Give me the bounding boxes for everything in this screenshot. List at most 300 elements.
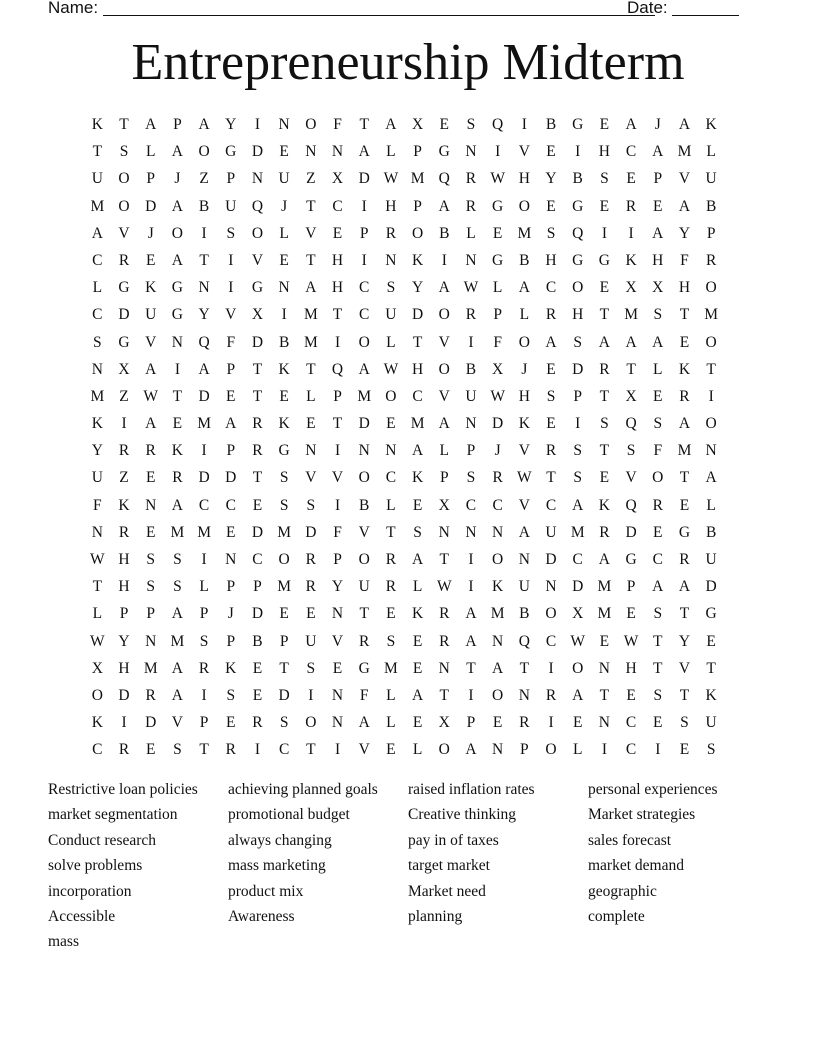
grid-letter: A xyxy=(598,551,610,568)
grid-letter: H xyxy=(118,659,130,677)
grid-letter: S xyxy=(573,333,583,351)
grid-letter: L xyxy=(306,387,316,405)
grid-letter: S xyxy=(119,143,129,161)
grid-letter: I xyxy=(334,333,341,351)
grid-letter: Q xyxy=(572,224,584,242)
word-list-item: Market strategies xyxy=(588,806,696,824)
grid-letter: W xyxy=(143,387,159,405)
grid-letter: L xyxy=(412,741,423,759)
grid-letter: O xyxy=(518,197,530,215)
grid-letter: S xyxy=(199,632,209,650)
grid-letter: R xyxy=(198,659,210,677)
grid-letter: A xyxy=(545,333,557,351)
grid-letter: M xyxy=(704,306,719,324)
grid-letter: C xyxy=(412,387,423,405)
grid-letter: N xyxy=(598,714,610,732)
grid-letter: Z xyxy=(306,170,316,188)
grid-letter: S xyxy=(413,523,422,541)
word-list-item: market demand xyxy=(588,857,684,875)
grid-letter: P xyxy=(199,714,209,732)
grid-letter: T xyxy=(306,197,316,215)
grid-letter: A xyxy=(465,632,477,650)
grid-letter: E xyxy=(653,387,663,405)
grid-letter: D xyxy=(145,714,157,732)
grid-letter: N xyxy=(598,659,610,677)
grid-letter: I xyxy=(708,387,714,405)
grid-letter: S xyxy=(600,170,609,188)
grid-letter: N xyxy=(492,523,504,541)
grid-letter: B xyxy=(545,116,557,133)
grid-letter: P xyxy=(333,551,342,568)
grid-letter: N xyxy=(91,523,103,541)
grid-letter: I xyxy=(628,224,634,242)
grid-letter: X xyxy=(331,170,344,188)
grid-letter: D xyxy=(225,469,237,487)
grid-letter: P xyxy=(333,387,342,405)
grid-letter: O xyxy=(492,551,504,568)
grid-letter: K xyxy=(518,415,530,433)
grid-letter: D xyxy=(251,143,264,161)
grid-letter: M xyxy=(517,224,532,242)
grid-letter: W xyxy=(490,170,505,188)
grid-letter: I xyxy=(361,197,367,215)
grid-letter: Q xyxy=(251,197,264,215)
grid-letter: L xyxy=(519,306,530,324)
grid-letter: M xyxy=(197,523,211,541)
grid-letter: V xyxy=(438,387,450,405)
grid-letter: I xyxy=(521,116,527,133)
grid-letter: E xyxy=(279,143,289,161)
grid-letter: E xyxy=(226,387,236,405)
grid-letter: I xyxy=(228,251,234,269)
grid-letter: E xyxy=(412,714,423,732)
grid-letter: D xyxy=(251,523,264,541)
grid-letter: A xyxy=(465,605,477,623)
grid-letter: I xyxy=(548,714,554,732)
word-list-item: Restrictive loan policies xyxy=(48,781,198,798)
grid-letter: A xyxy=(518,279,530,297)
grid-letter: N xyxy=(331,143,344,161)
grid-letter: J xyxy=(174,170,181,188)
grid-letter: E xyxy=(412,632,423,650)
grid-letter: S xyxy=(173,551,182,568)
grid-letter: T xyxy=(439,551,450,568)
grid-letter: V xyxy=(331,469,344,487)
word-list-item: personal experiences xyxy=(588,781,718,798)
grid-letter: J xyxy=(227,605,234,623)
grid-letter: D xyxy=(305,523,317,541)
grid-letter: I xyxy=(575,143,581,161)
grid-letter: E xyxy=(492,224,503,242)
grid-letter: J xyxy=(521,360,528,378)
grid-letter: N xyxy=(518,551,530,568)
grid-letter: I xyxy=(174,360,180,378)
grid-letter: B xyxy=(198,197,210,215)
grid-letter: N xyxy=(492,741,504,759)
grid-letter: A xyxy=(438,279,450,297)
grid-letter: A xyxy=(385,116,397,133)
grid-letter: K xyxy=(278,415,290,433)
grid-letter: S xyxy=(279,714,289,732)
grid-letter: L xyxy=(572,741,583,759)
grid-letter: Y xyxy=(411,279,424,297)
grid-letter: C xyxy=(545,279,557,297)
grid-letter: L xyxy=(92,279,103,297)
grid-letter: A xyxy=(91,224,103,242)
grid-letter: A xyxy=(411,442,424,460)
grid-letter: S xyxy=(279,496,289,514)
grid-letter: A xyxy=(171,686,183,704)
grid-letter: A xyxy=(652,333,664,351)
grid-letter: E xyxy=(492,714,503,732)
grid-letter: P xyxy=(253,578,262,596)
grid-letter: D xyxy=(572,578,584,596)
grid-letter: E xyxy=(679,741,690,759)
grid-letter: S xyxy=(600,415,609,433)
grid-letter: E xyxy=(439,116,450,133)
grid-letter: N xyxy=(198,279,210,297)
word-list-item: Conduct research xyxy=(48,831,157,849)
grid-letter: K xyxy=(91,714,103,732)
grid-letter: M xyxy=(303,306,318,324)
word-list-item: geographic xyxy=(588,882,657,900)
name-blank-line xyxy=(103,15,655,16)
grid-letter: C xyxy=(625,143,637,161)
grid-letter: T xyxy=(359,605,369,623)
grid-letter: H xyxy=(545,251,557,269)
grid-letter: X xyxy=(652,279,664,297)
grid-letter: O xyxy=(358,333,370,351)
grid-letter: N xyxy=(251,170,264,188)
grid-letter: S xyxy=(306,659,316,677)
grid-letter: C xyxy=(92,251,103,269)
grid-letter: A xyxy=(652,143,664,161)
grid-letter: T xyxy=(386,523,396,541)
grid-letter: E xyxy=(386,741,396,759)
grid-letter: N xyxy=(278,116,290,133)
grid-letter: G xyxy=(598,251,610,269)
grid-letter: A xyxy=(652,578,664,596)
grid-letter: B xyxy=(572,170,583,188)
grid-letter: K xyxy=(225,659,237,677)
grid-letter: A xyxy=(438,415,450,433)
grid-letter: A xyxy=(411,551,424,568)
grid-letter: P xyxy=(173,116,182,133)
grid-letter: X xyxy=(625,387,637,405)
grid-letter: K xyxy=(91,415,103,433)
grid-letter: A xyxy=(171,251,183,269)
word-list-item: planning xyxy=(408,907,463,925)
grid-letter: U xyxy=(545,523,557,541)
grid-letter: Y xyxy=(545,170,557,188)
grid-letter: C xyxy=(492,496,503,514)
grid-letter: O xyxy=(545,741,557,759)
grid-letter: E xyxy=(546,415,556,433)
grid-letter: Q xyxy=(492,116,504,133)
grid-letter: T xyxy=(653,632,663,650)
grid-letter: I xyxy=(201,551,207,568)
name-label: Name: xyxy=(48,0,99,17)
grid-letter: V xyxy=(518,496,530,514)
grid-letter: T xyxy=(332,415,343,433)
grid-letter: V xyxy=(518,143,530,161)
word-list-item: incorporation xyxy=(48,882,132,900)
grid-letter: C xyxy=(252,551,263,568)
grid-letter: I xyxy=(254,116,261,133)
grid-letter: A xyxy=(225,415,237,433)
grid-letter: D xyxy=(492,415,504,433)
grid-letter: E xyxy=(706,632,716,650)
grid-letter: V xyxy=(305,224,317,242)
grid-letter: F xyxy=(653,442,663,460)
grid-letter: G xyxy=(171,306,183,324)
grid-letter: V xyxy=(358,741,370,759)
grid-letter: S xyxy=(546,224,556,242)
grid-letter: N xyxy=(465,415,477,433)
grid-letter: T xyxy=(599,686,610,704)
grid-letter: R xyxy=(305,551,317,568)
grid-letter: E xyxy=(679,496,690,514)
grid-letter: G xyxy=(678,523,691,541)
grid-letter: L xyxy=(386,686,396,704)
grid-letter: Q xyxy=(331,360,344,378)
grid-letter: T xyxy=(199,741,209,759)
grid-letter: I xyxy=(334,496,341,514)
grid-letter: K xyxy=(171,442,183,460)
grid-letter: J xyxy=(281,197,288,215)
grid-letter: I xyxy=(575,415,581,433)
grid-letter: P xyxy=(146,605,156,623)
grid-letter: I xyxy=(334,741,341,759)
word-list-item: solve problems xyxy=(48,857,143,875)
grid-letter: A xyxy=(678,116,691,133)
grid-letter: G xyxy=(118,279,130,297)
grid-letter: S xyxy=(226,686,236,704)
grid-letter: O xyxy=(358,551,370,568)
grid-letter: E xyxy=(306,605,316,623)
grid-letter: Z xyxy=(119,387,129,405)
grid-letter: Y xyxy=(331,578,344,596)
grid-letter: I xyxy=(254,741,261,759)
grid-letter: I xyxy=(201,686,207,704)
grid-letter: A xyxy=(171,197,183,215)
grid-letter: U xyxy=(225,197,237,215)
grid-letter: O xyxy=(118,197,130,215)
grid-letter: G xyxy=(251,279,264,297)
grid-letter: E xyxy=(252,496,263,514)
grid-letter: S xyxy=(146,578,156,596)
grid-letter: A xyxy=(492,659,504,677)
grid-letter: E xyxy=(386,605,396,623)
grid-letter: R xyxy=(439,632,450,650)
header-row xyxy=(48,0,748,20)
grid-letter: X xyxy=(251,306,264,324)
grid-letter: J xyxy=(147,224,154,242)
grid-letter: S xyxy=(466,116,476,133)
grid-letter: U xyxy=(278,170,290,188)
grid-letter: O xyxy=(545,605,557,623)
grid-letter: H xyxy=(572,306,584,324)
grid-letter: N xyxy=(331,605,344,623)
grid-letter: G xyxy=(438,143,450,161)
grid-letter: I xyxy=(121,714,127,732)
word-list-item: product mix xyxy=(228,882,304,900)
grid-letter: O xyxy=(438,306,450,324)
grid-letter: N xyxy=(331,686,344,704)
grid-letter: H xyxy=(518,387,530,405)
grid-letter: T xyxy=(359,116,369,133)
grid-letter: I xyxy=(468,686,474,704)
grid-letter: H xyxy=(385,197,397,215)
grid-letter: O xyxy=(118,170,130,188)
grid-letter: T xyxy=(252,469,263,487)
grid-letter: M xyxy=(677,442,692,460)
grid-letter: T xyxy=(679,686,690,704)
grid-letter: S xyxy=(653,306,663,324)
grid-letter: U xyxy=(705,714,717,732)
grid-letter: C xyxy=(385,469,397,487)
grid-letter: E xyxy=(546,360,556,378)
grid-letter: A xyxy=(438,197,450,215)
grid-letter: G xyxy=(705,605,717,623)
grid-letter: G xyxy=(625,551,637,568)
grid-letter: S xyxy=(653,686,663,704)
grid-letter: P xyxy=(279,632,289,650)
grid-letter: D xyxy=(545,551,557,568)
grid-letter: E xyxy=(172,415,183,433)
grid-letter: S xyxy=(226,224,236,242)
grid-letter: B xyxy=(278,333,290,351)
grid-letter: X xyxy=(411,116,424,133)
grid-letter: M xyxy=(357,387,372,405)
grid-letter: I xyxy=(468,333,474,351)
grid-letter: A xyxy=(171,605,183,623)
grid-letter: M xyxy=(624,306,638,324)
grid-letter: V xyxy=(225,306,237,324)
grid-letter: G xyxy=(278,442,290,460)
grid-letter: T xyxy=(599,306,610,324)
grid-letter: A xyxy=(678,197,691,215)
grid-letter: A xyxy=(171,143,183,161)
grid-letter: E xyxy=(279,605,289,623)
grid-letter: N xyxy=(545,578,557,596)
grid-letter: S xyxy=(173,741,182,759)
grid-letter: E xyxy=(279,251,289,269)
grid-letter: E xyxy=(145,741,156,759)
grid-letter: I xyxy=(334,442,341,460)
grid-letter: K xyxy=(411,469,424,487)
grid-letter: V xyxy=(678,170,691,188)
grid-letter: D xyxy=(572,360,584,378)
grid-letter: A xyxy=(625,116,637,133)
grid-letter: E xyxy=(332,224,343,242)
grid-letter: O xyxy=(171,224,183,242)
grid-letter: N xyxy=(385,442,397,460)
grid-letter: B xyxy=(252,632,263,650)
grid-letter: B xyxy=(705,197,717,215)
grid-letter: M xyxy=(410,415,425,433)
grid-letter: A xyxy=(171,496,183,514)
grid-letter: K xyxy=(411,605,424,623)
grid-letter: I xyxy=(468,578,474,596)
grid-letter: M xyxy=(677,143,692,161)
grid-letter: D xyxy=(198,387,210,405)
grid-letter: M xyxy=(277,523,292,541)
word-list-item: mass xyxy=(48,933,79,951)
grid-letter: A xyxy=(678,415,691,433)
grid-letter: R xyxy=(225,741,236,759)
date-label: Date: xyxy=(627,0,668,17)
grid-letter: E xyxy=(252,686,263,704)
grid-letter: C xyxy=(332,197,343,215)
grid-letter: T xyxy=(279,659,289,677)
grid-letter: M xyxy=(597,605,612,623)
grid-letter: O xyxy=(198,143,210,161)
grid-letter: B xyxy=(465,360,477,378)
grid-letter: T xyxy=(92,143,103,161)
grid-letter: L xyxy=(386,333,396,351)
grid-letter: V xyxy=(678,659,691,677)
grid-letter: R xyxy=(385,578,397,596)
grid-letter: S xyxy=(279,469,289,487)
grid-letter: T xyxy=(706,360,716,378)
grid-letter: M xyxy=(143,659,158,677)
grid-letter: I xyxy=(495,143,501,161)
grid-letter: O xyxy=(278,551,290,568)
grid-letter: S xyxy=(680,714,689,732)
grid-letter: N xyxy=(385,251,397,269)
grid-letter: L xyxy=(386,714,396,732)
grid-letter: U xyxy=(91,170,103,188)
grid-letter: L xyxy=(412,578,423,596)
grid-letter: A xyxy=(572,686,584,704)
grid-letter: O xyxy=(705,279,717,297)
grid-letter: N xyxy=(305,442,317,460)
grid-letter: N xyxy=(145,496,157,514)
grid-letter: R xyxy=(305,578,317,596)
grid-letter: S xyxy=(146,551,156,568)
grid-letter: F xyxy=(680,251,689,269)
grid-letter: V xyxy=(625,469,637,487)
word-list-item: complete xyxy=(588,907,645,925)
grid-letter: R xyxy=(252,415,263,433)
grid-letter: A xyxy=(598,333,610,351)
grid-letter: I xyxy=(601,741,607,759)
grid-letter: O xyxy=(91,686,103,704)
grid-letter: C xyxy=(92,306,103,324)
grid-letter: M xyxy=(170,632,185,650)
grid-letter: B xyxy=(439,224,450,242)
grid-letter: R xyxy=(439,605,450,623)
grid-letter: D xyxy=(118,686,130,704)
grid-letter: M xyxy=(303,333,318,351)
grid-letter: H xyxy=(118,551,130,568)
grid-letter: W xyxy=(463,279,479,297)
grid-letter: A xyxy=(705,469,717,487)
grid-letter: F xyxy=(493,333,502,351)
grid-letter: E xyxy=(386,415,396,433)
grid-letter: N xyxy=(278,279,290,297)
grid-letter: F xyxy=(359,686,369,704)
grid-letter: T xyxy=(252,387,263,405)
grid-letter: E xyxy=(412,496,423,514)
grid-letter: Q xyxy=(625,496,637,514)
grid-letter: P xyxy=(226,170,236,188)
grid-letter: I xyxy=(468,551,474,568)
grid-letter: S xyxy=(546,387,556,405)
grid-letter: U xyxy=(705,170,717,188)
grid-letter: E xyxy=(279,387,289,405)
